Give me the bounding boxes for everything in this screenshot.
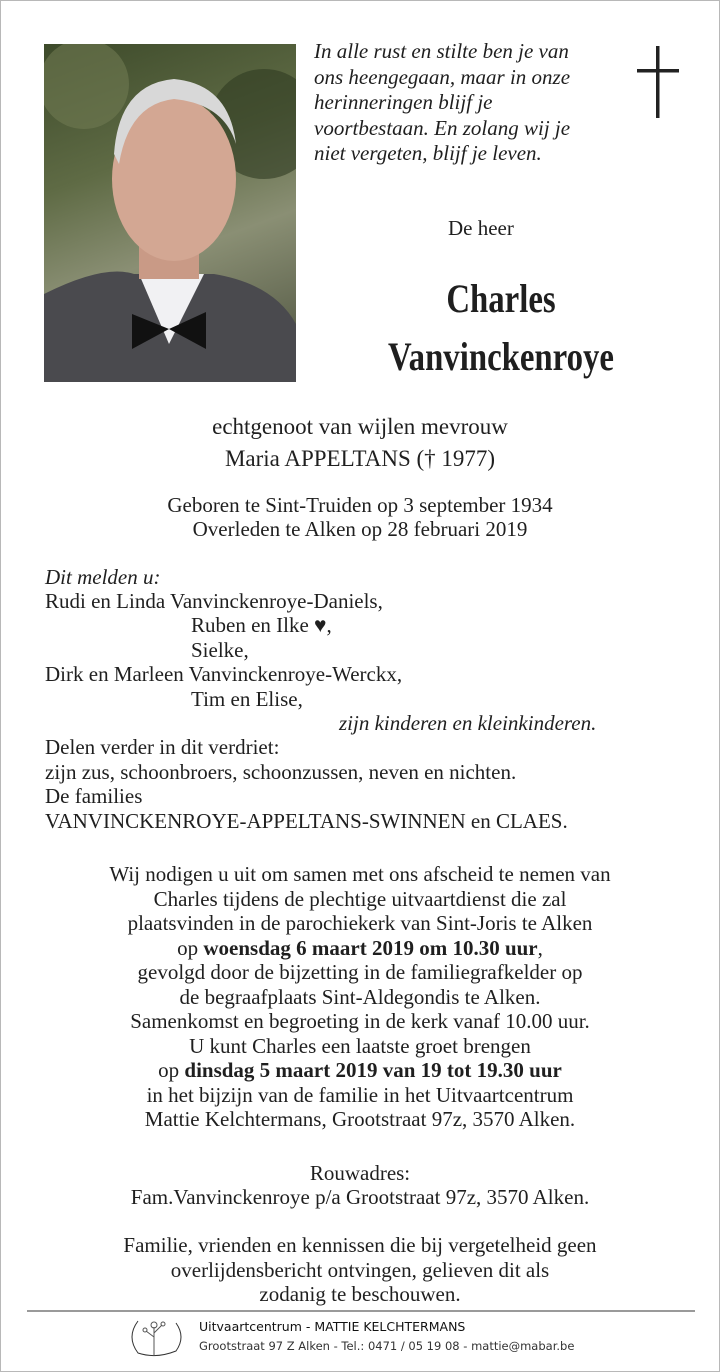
verse-line: In alle rust en stilte ben je van — [314, 39, 569, 63]
family-line: zijn zus, schoonbroers, schoonzussen, neven en nichten. — [45, 760, 517, 784]
last-name: Vanvinckenroye — [387, 334, 614, 379]
funeral-home-name: Uitvaartcentrum - MATTIE KELCHTERMANS — [199, 1319, 466, 1334]
mourning-address: Fam.Vanvinckenroye p/a Grootstraat 97z, 3570 Alken. — [130, 1185, 590, 1209]
family-line: Delen verder in dit verdriet: — [45, 735, 280, 759]
birth-info: Geboren te Sint-Truiden op 3 september 1934 — [167, 493, 553, 517]
text: op — [177, 936, 204, 960]
service-line: gevolgd door de bijzetting in de familiegrafkelder op — [137, 960, 583, 984]
memorial-verse — [314, 39, 634, 167]
service-line: Charles tijdens de plechtige uitvaartdienst die zal — [153, 887, 567, 911]
closing-line: Familie, vrienden en kennissen die bij vergetelheid geen — [123, 1233, 597, 1257]
service-line: Samenkomst en begroeting in de kerk vanaf 10.00 uur. — [130, 1009, 590, 1033]
funeral-date: woensdag 6 maart 2019 om 10.30 uur — [203, 936, 538, 960]
announcers-intro: Dit melden u: — [45, 565, 161, 589]
family-line: Tim en Elise, — [191, 687, 303, 711]
family-line: VANVINCKENROYE-APPELTANS-SWINNEN en CLAES. — [45, 809, 568, 833]
text: , — [537, 936, 543, 960]
verse-line: herinneringen blijf je — [314, 90, 493, 114]
verse-line: ons heengegaan, maar in onze — [314, 64, 571, 89]
service-line — [1, 1058, 719, 1082]
service-line — [1, 936, 719, 960]
funeral-home-contact: Grootstraat 97 Z Alken - Tel.: 0471 / 05 19 08 - mattie@mabar.be — [199, 1339, 575, 1353]
verse-line: voortbestaan. En zolang wij je — [314, 115, 571, 140]
family-line: Rudi en Linda Vanvinckenroye-Daniels, — [45, 589, 383, 613]
service-line: Mattie Kelchtermans, Grootstraat 97z, 3570 Alken. — [144, 1107, 576, 1131]
service-line: in het bijzijn van de familie in het Uitvaartcentrum — [146, 1083, 574, 1107]
verse-line: niet vergeten, blijf je leven. — [314, 141, 542, 165]
service-line: U kunt Charles een laatste groet brengen — [189, 1034, 531, 1058]
death-info: Overleden te Alken op 28 februari 2019 — [192, 517, 528, 541]
service-line: Wij nodigen u uit om samen met ons afscheid te nemen van — [109, 862, 611, 886]
spouse-name: Maria APPELTANS († 1977) — [224, 446, 496, 471]
flower-logo-icon — [126, 1317, 186, 1357]
salutation: De heer — [448, 216, 514, 240]
service-line: plaatsvinden in de parochiekerk van Sint-Joris te Alken — [127, 911, 593, 935]
first-name: Charles — [446, 276, 556, 321]
address-label: Rouwadres: — [309, 1161, 411, 1185]
family-line: Dirk en Marleen Vanvinckenroye-Werckx, — [45, 662, 403, 686]
family-line: De families — [45, 784, 143, 808]
service-line: de begraafplaats Sint-Aldegondis te Alken. — [179, 985, 541, 1009]
cross-icon — [637, 46, 679, 118]
family-line: Ruben en Ilke ♥, — [191, 613, 332, 637]
closing-line: zodanig te beschouwen. — [259, 1282, 461, 1306]
spouse-line: echtgenoot van wijlen mevrouw — [212, 414, 508, 439]
visitation-date: dinsdag 5 maart 2019 van 19 tot 19.30 uur — [184, 1058, 562, 1082]
family-line: Sielke, — [191, 638, 249, 662]
closing-line: overlijdensbericht ontvingen, gelieven dit als — [170, 1258, 550, 1282]
family-line: zijn kinderen en kleinkinderen. — [339, 711, 597, 735]
text: op — [158, 1058, 185, 1082]
footer-divider — [27, 1310, 695, 1312]
portrait-photo — [44, 44, 296, 382]
